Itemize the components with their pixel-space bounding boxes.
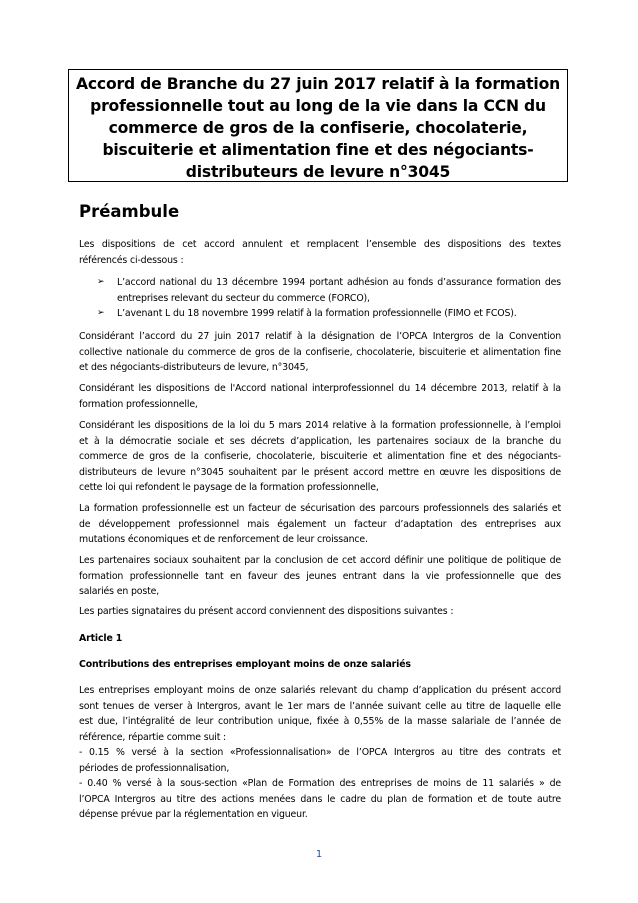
text-line: cette loi qui refondent le paysage de la formation professionnelle,	[79, 482, 379, 494]
text-line: - 0.40 % versé à la sous-section «Plan de Formation des entreprises de moins de 11 salariés » de	[79, 778, 561, 790]
bullet-text	[117, 275, 561, 306]
text-line: - 0.15 % versé à la section «Professionnalisation» de l’OPCA Intergros au titre des contrats et	[79, 747, 561, 758]
paragraph-intro	[79, 237, 561, 268]
paragraph-policy	[79, 553, 561, 600]
text-line: Considérant l’accord du 27 juin 2017 relatif à la désignation de l’OPCA Intergros de la Convention	[79, 331, 561, 342]
title-line: distributeurs de levure n°3045	[185, 163, 451, 181]
text-line: périodes de professionnalisation,	[79, 762, 230, 774]
text-line: La formation professionnelle est un facteur de sécurisation des parcours professionnels des salariés et	[79, 503, 561, 514]
bullet-item	[97, 275, 561, 307]
paragraph-ani	[79, 381, 561, 412]
paragraph-signatories	[79, 604, 561, 620]
text-line: collective nationale du commerce de gros de la confiserie, chocolaterie, biscuiterie et alimentation fine	[79, 346, 561, 358]
text-line: formation professionnelle,	[79, 398, 198, 410]
paragraph-training	[79, 501, 561, 548]
text-line: est due, l’intégralité de leur contribution unique, fixée à 0,55% de la masse salariale de l’année de	[79, 716, 561, 728]
text-line: distributeurs de levure n°3045 souhaitent par le présent accord mettre en œuvre les dispositions de	[79, 466, 561, 478]
text-line: Les parties signataires du présent accord conviennent des dispositions suivantes :	[79, 606, 454, 617]
text-line: et à la démocratie sociale et ses décrets d’application, les partenaires sociaux de la branche du	[79, 435, 561, 447]
text-line: L’accord national du 13 décembre 1994 portant adhésion au fonds d’assurance formation des	[117, 277, 561, 288]
paragraph-opca	[79, 329, 561, 376]
page-number: 1	[315, 849, 323, 860]
text-line: salariés en poste,	[79, 586, 160, 598]
document-title-box	[68, 69, 568, 182]
text-line: Les dispositions de cet accord annulent et remplacent l’ensemble des dispositions des textes	[79, 239, 561, 250]
text-line: de développement professionnel mais également un facteur d’adaptation des entreprises aux	[79, 518, 561, 530]
text-line: sont tenues de verser à Intergros, avant le 1er mars de l’année suivant celle au titre de laquelle elle	[79, 700, 561, 712]
title-line: Accord de Branche du 27 juin 2017 relatif à la formation	[75, 75, 560, 93]
text-line: Les partenaires sociaux souhaitent par la conclusion de cet accord définir une politique de politique de	[79, 555, 561, 566]
text-line: L’avenant L du 18 novembre 1999 relatif à la formation professionnelle (FIMO et FCOS).	[117, 308, 517, 319]
text-line: l’OPCA Intergros au titre des actions menées dans le cadre du plan de formation et de toute autre	[79, 793, 561, 805]
text-line: Considérant les dispositions de la loi du 5 mars 2014 relative à la formation professionnelle, à l’emploi	[79, 420, 561, 431]
title-line: commerce de gros de la confiserie, chocolaterie,	[108, 119, 528, 137]
text-line: et des négociants-distributeurs de levure, n°3045,	[79, 362, 309, 374]
paragraph-contribution	[79, 683, 561, 745]
title-line: biscuiterie et alimentation fine et des négociants-	[102, 141, 534, 159]
arrow-bullet-icon: ➢	[97, 277, 105, 287]
article-title: Article 1	[79, 633, 123, 644]
article-subtitle: Contributions des entreprises employant moins de onze salariés	[79, 659, 411, 670]
paragraph-law	[79, 418, 561, 496]
bullet-item	[97, 306, 561, 322]
text-line: formation professionnelle tant en faveur des jeunes entrant dans la vie professionnelle que des	[79, 570, 561, 582]
text-line: mutations économiques et de renforcement de leur croissance.	[79, 534, 368, 546]
paragraph-allocation	[79, 745, 561, 823]
text-line: référence, répartie comme suit :	[79, 731, 227, 743]
text-line: dépense prévue par la réglementation en vigueur.	[79, 809, 308, 821]
text-line: Les entreprises employant moins de onze salariés relevant du champ d’application du présent accord	[79, 685, 561, 696]
bullet-text	[117, 306, 561, 322]
preamble-heading: Préambule	[79, 202, 180, 221]
title-line: professionnelle tout au long de la vie dans la CCN du	[90, 97, 546, 115]
arrow-bullet-icon: ➢	[97, 308, 105, 318]
text-line: entreprises relevant du secteur du commerce (FORCO),	[117, 292, 370, 304]
text-line: référencés ci-dessous :	[79, 254, 184, 266]
text-line: Considérant les dispositions de l'Accord national interprofessionnel du 14 décembre 2013, relatif à la	[79, 383, 561, 394]
text-line: commerce de gros de la confiserie, chocolaterie, biscuiterie et alimentation fine et des négociants-	[79, 451, 561, 463]
